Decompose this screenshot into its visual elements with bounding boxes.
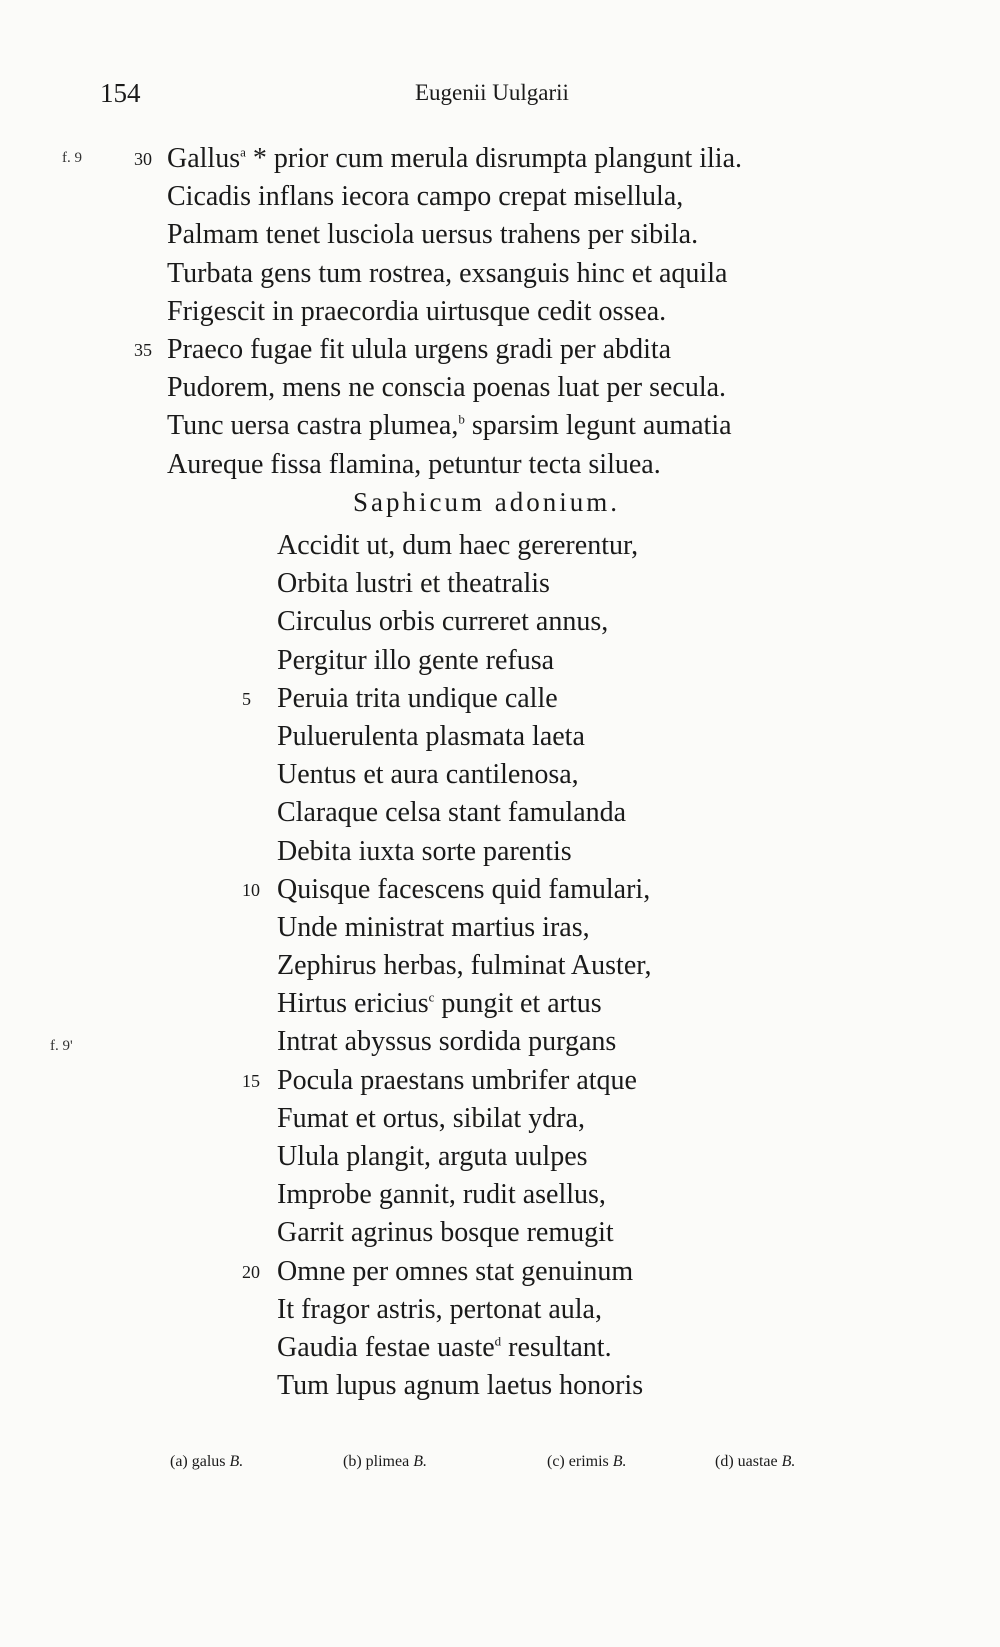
verse-line xyxy=(0,909,1000,947)
text-run: Circulus orbis curreret annus, xyxy=(277,606,609,638)
verse-line xyxy=(0,1138,1000,1176)
verse-text xyxy=(277,1176,606,1214)
verse-text xyxy=(277,794,626,832)
verse-text xyxy=(277,1138,588,1176)
verse-text xyxy=(277,527,638,565)
text-run: Debita iuxta sorte parentis xyxy=(277,835,572,867)
verse-text xyxy=(167,407,732,445)
text-run: Tunc uersa castra plumea, xyxy=(167,410,459,442)
verse-line xyxy=(0,871,1000,909)
verse-line xyxy=(0,1291,1000,1329)
line-number: 35 xyxy=(134,339,152,360)
text-run: Peruia trita undique calle xyxy=(277,682,558,714)
running-title: Eugenii Uulgarii xyxy=(415,80,569,105)
verse-text xyxy=(277,1291,602,1329)
footnote xyxy=(547,1453,627,1471)
verse-text xyxy=(277,642,554,680)
verse-line xyxy=(0,1176,1000,1214)
text-run: Palmam tenet lusciola uersus trahens per sibila. xyxy=(167,219,699,251)
verse-line xyxy=(0,756,1000,794)
verse-line xyxy=(0,1062,1000,1100)
verse-line xyxy=(0,527,1000,565)
text-run: Aureque fissa flamina, petuntur tecta siluea. xyxy=(167,448,661,480)
text-run: Hirtus ericius xyxy=(277,988,429,1020)
text-run: Intrat abyssus sordida purgans xyxy=(277,1026,617,1058)
text-run: B. xyxy=(612,1453,627,1470)
verse-line xyxy=(0,407,1000,445)
verse-text xyxy=(277,1214,614,1252)
footnote xyxy=(170,1453,243,1471)
poem-second xyxy=(0,527,1000,1405)
text-run: sparsim legunt aumatia xyxy=(464,410,732,442)
footnote xyxy=(715,1453,795,1471)
verse-text xyxy=(277,947,651,985)
verse-text xyxy=(277,909,590,947)
text-run: Frigescit in praecordia uirtusque cedit ossea. xyxy=(167,295,667,327)
verse-line xyxy=(0,140,1000,178)
verse-line xyxy=(0,1367,1000,1405)
verse-line xyxy=(0,446,1000,484)
footnote-marker: a xyxy=(240,144,246,160)
verse-text xyxy=(167,255,727,293)
verse-line xyxy=(0,794,1000,832)
text-run: (a) galus xyxy=(170,1453,230,1470)
verse-text xyxy=(277,871,650,909)
verse-line xyxy=(0,833,1000,871)
line-number: 30 xyxy=(134,149,152,169)
text-run: Claraque celsa stant famulanda xyxy=(277,797,627,829)
text-run: Quisque facescens quid famulari, xyxy=(277,873,651,905)
text-run: Cicadis inflans iecora campo crepat misellula, xyxy=(167,181,684,213)
verse-text xyxy=(277,603,608,641)
text-run: resultant. xyxy=(501,1331,612,1363)
verse-line xyxy=(0,603,1000,641)
text-run: Orbita lustri et theatralis xyxy=(277,568,550,600)
verse-text xyxy=(167,446,661,484)
text-run: Gaudia festae uaste xyxy=(277,1331,495,1363)
text-run: Gallus xyxy=(167,143,241,174)
text-run: Turbata gens tum rostrea, exsanguis hinc et aquila xyxy=(167,257,728,289)
verse-text xyxy=(167,140,742,178)
text-run: Garrit agrinus bosque remugit xyxy=(277,1217,614,1249)
verse-line xyxy=(0,255,1000,293)
verse-line xyxy=(0,369,1000,407)
footnote-marker: c xyxy=(428,989,435,1005)
line-number: 10 xyxy=(242,879,260,900)
text-run: Pudorem, mens ne conscia poenas luat per secula. xyxy=(167,372,727,404)
verse-text xyxy=(167,216,698,254)
text-run: Ulula plangit, arguta uulpes xyxy=(277,1141,588,1172)
verse-line xyxy=(0,331,1000,369)
verse-text xyxy=(167,178,683,216)
verse-line xyxy=(0,1214,1000,1252)
verse-text xyxy=(277,1023,616,1061)
verse-text xyxy=(277,1062,637,1100)
verse-line xyxy=(0,216,1000,254)
text-run: (d) uastae xyxy=(715,1453,782,1470)
verse-text xyxy=(277,1367,643,1405)
footnotes xyxy=(0,1453,1000,1479)
verse-line xyxy=(0,680,1000,718)
verse-line xyxy=(0,985,1000,1023)
verse-line xyxy=(0,1100,1000,1138)
verse-text xyxy=(277,985,602,1023)
text-run: Fumat et ortus, sibilat ydra, xyxy=(277,1102,585,1134)
line-number: 20 xyxy=(242,1261,260,1282)
line-number: 5 xyxy=(242,688,251,709)
verse-text xyxy=(167,293,666,331)
verse-text xyxy=(277,1100,585,1138)
text-run: Pergitur illo gente refusa xyxy=(277,644,555,676)
text-run: Omne per omnes stat genuinum xyxy=(277,1255,634,1287)
verse-text xyxy=(277,680,558,718)
section-title: Saphicum adonium. xyxy=(353,487,620,517)
poem-first xyxy=(0,140,1000,484)
running-head xyxy=(0,78,1000,118)
verse-text xyxy=(277,1329,612,1367)
text-run: Zephirus herbas, fulminat Auster, xyxy=(277,950,652,982)
footnote-marker: d xyxy=(494,1333,502,1349)
verse-text xyxy=(277,756,579,794)
page-number: 154 xyxy=(100,78,141,108)
verse-line xyxy=(0,178,1000,216)
verse-line xyxy=(0,1329,1000,1367)
text-run: (b) plimea xyxy=(343,1453,414,1470)
text-run: Puluerulenta plasmata laeta xyxy=(277,720,585,752)
verse-line xyxy=(0,642,1000,680)
verse-text xyxy=(277,565,550,603)
line-number: 15 xyxy=(242,1070,260,1091)
text-run: B. xyxy=(229,1453,244,1470)
text-run: pungit et artus xyxy=(434,988,602,1020)
text-run: Uentus et aura cantilenosa, xyxy=(277,759,579,791)
verse-text xyxy=(167,369,726,407)
text-run: Accidit ut, dum haec gererentur, xyxy=(277,530,639,561)
verse-text xyxy=(167,331,671,369)
text-run: Tum lupus agnum laetus honoris xyxy=(277,1370,644,1402)
verse-text xyxy=(277,718,585,756)
text-run: B. xyxy=(781,1453,796,1470)
text-run: Unde ministrat martius iras, xyxy=(277,911,590,943)
text-run: * prior cum merula disrumpta plangunt ilia. xyxy=(245,143,743,174)
verse-line xyxy=(0,293,1000,331)
text-run: B. xyxy=(413,1453,427,1470)
verse-line xyxy=(0,1253,1000,1291)
verse-line xyxy=(0,1023,1000,1061)
verse-text xyxy=(277,833,572,871)
footnote-marker: b xyxy=(458,411,465,427)
text-run: Improbe gannit, rudit asellus, xyxy=(277,1179,606,1211)
verse-line xyxy=(0,947,1000,985)
text-run: It fragor astris, pertonat aula, xyxy=(277,1293,602,1325)
verse-line xyxy=(0,565,1000,603)
folio-marker: f. 9' xyxy=(50,1038,73,1054)
text-run: Pocula praestans umbrifer atque xyxy=(277,1064,637,1096)
text-run: (c) erimis xyxy=(547,1453,613,1470)
verse-line xyxy=(0,718,1000,756)
footnote xyxy=(343,1453,427,1471)
text-run: Praeco fugae fit ulula urgens gradi per abdita xyxy=(167,333,672,365)
folio-marker: f. 9 xyxy=(62,150,82,166)
verse-text xyxy=(277,1253,633,1291)
